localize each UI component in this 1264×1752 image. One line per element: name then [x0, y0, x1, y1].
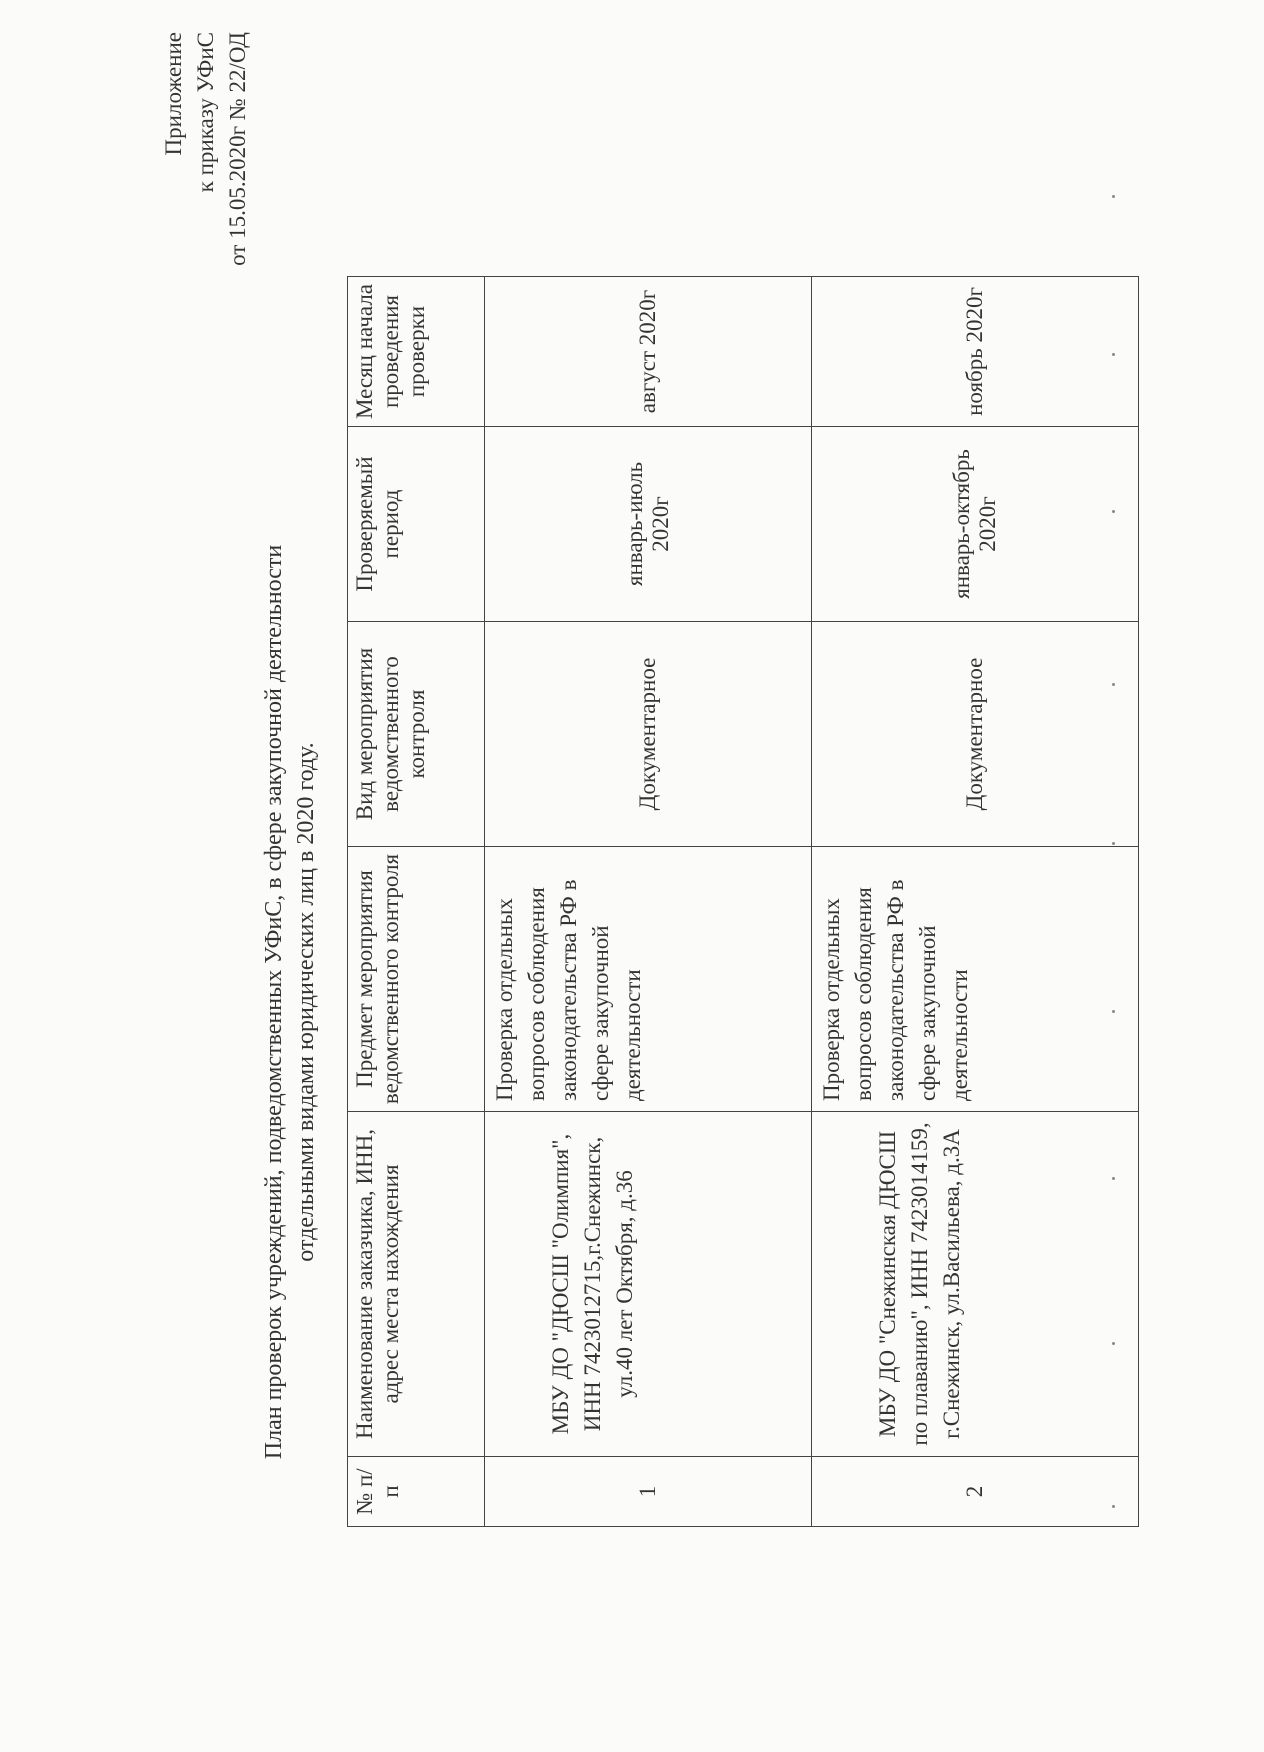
cell-subject: Проверка отдельных вопросов соблюдения законодательства РФ в сфере закупочной деятельности	[485, 847, 812, 1112]
header-name: Наименование заказчика, ИНН, адрес места нахождения	[348, 1112, 485, 1457]
scan-speck	[1112, 1177, 1115, 1180]
scan-speck	[1112, 510, 1115, 513]
table-header-row	[348, 277, 485, 1527]
header-type: Вид мероприятия ведомственного контроля	[348, 622, 485, 847]
cell-month: август 2020г	[485, 277, 812, 427]
scan-speck	[1112, 683, 1115, 686]
document-title	[258, 252, 322, 1752]
table-row	[812, 277, 1139, 1527]
scan-speck	[1112, 195, 1115, 198]
cell-num: 2	[812, 1457, 1139, 1527]
cell-type: Документарное	[485, 622, 812, 847]
cell-subject: Проверка отдельных вопросов соблюдения законодательства РФ в сфере закупочной деятельности	[812, 847, 1139, 1112]
header-num: № п/п	[348, 1457, 485, 1527]
approval-line-3: от 15.05.2020г № 22/ОД	[225, 32, 250, 266]
approval-line-2: к приказу УФиС	[193, 32, 218, 193]
cell-name: МБУ ДО "ДЮСШ "Олимпия", ИНН 7423012715,г.Снежинск, ул.40 лет Октября, д.36	[485, 1112, 812, 1457]
approval-stamp-block	[158, 32, 254, 292]
cell-period: январь-июль 2020г	[485, 427, 812, 622]
cell-month: ноябрь 2020г	[812, 277, 1139, 427]
cell-name: МБУ ДО "Снежинская ДЮСШ по плаванию", ИНН 7423014159, г.Снежинск, ул.Васильева, д.3А	[812, 1112, 1139, 1457]
header-month: Месяц начала проведения проверки	[348, 277, 485, 427]
scan-speck	[1112, 842, 1115, 845]
scan-speck	[1112, 1342, 1115, 1345]
scan-speck	[1112, 1010, 1115, 1013]
table-row	[485, 277, 812, 1527]
title-line-2: отдельными видами юридических лиц в 2020 году.	[293, 742, 319, 1262]
title-line-1: План проверок учреждений, подведомственных УФиС, в сфере закупочной деятельности	[261, 544, 287, 1460]
cell-period: январь-октябрь 2020г	[812, 427, 1139, 622]
cell-type: Документарное	[812, 622, 1139, 847]
header-subject: Предмет мероприятия ведомственного контроля	[348, 847, 485, 1112]
scan-speck	[1112, 353, 1115, 356]
header-period: Проверяемый период	[348, 427, 485, 622]
approval-line-1: Приложение	[161, 32, 186, 156]
scan-speck	[1112, 1505, 1115, 1508]
inspection-plan-table	[347, 276, 1139, 1527]
cell-num: 1	[485, 1457, 812, 1527]
